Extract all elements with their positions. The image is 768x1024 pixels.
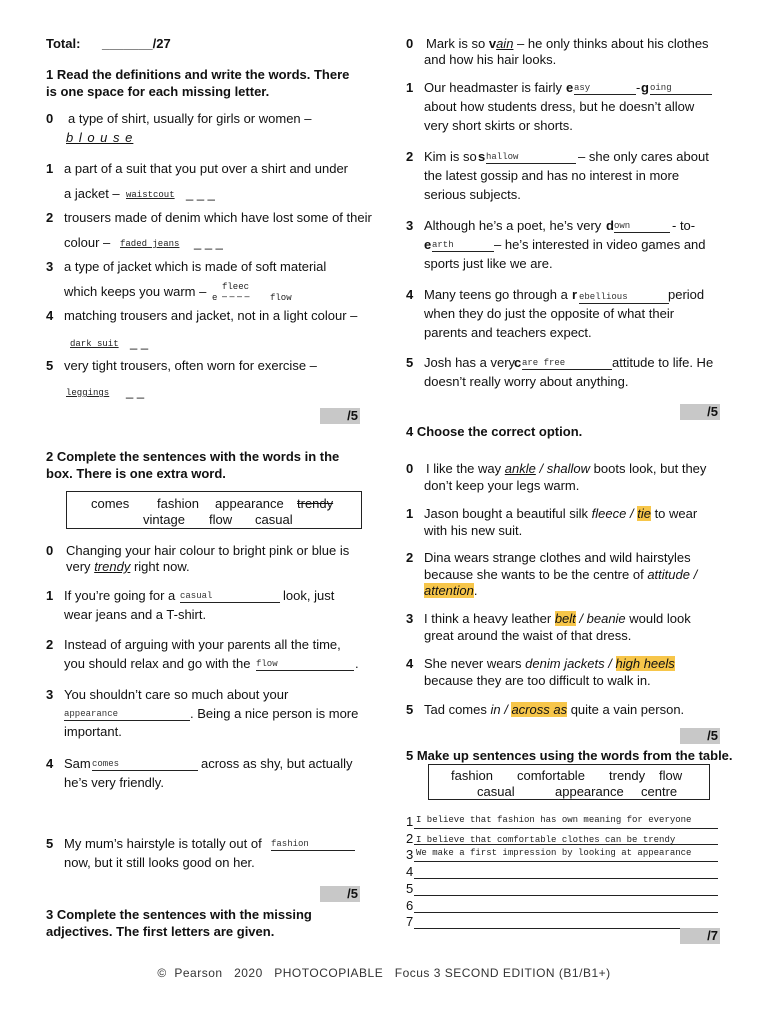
ex5-word-table: fashion comfortable trendy flow casual appearance centre bbox=[428, 764, 710, 800]
footer-copyright: © Pearson 2020 PHOTOCOPIABLE Focus 3 SECOND EDITION (B1/B1+) bbox=[157, 966, 611, 980]
ex3-score: /5 bbox=[680, 404, 720, 420]
ex2-title: 2 Complete the sentences with the words in the box. There is one extra word. bbox=[46, 449, 340, 481]
total-label: Total: _______/27 bbox=[46, 36, 171, 51]
ex5-score: /7 bbox=[680, 928, 720, 944]
ex1-title: 1 Read the definitions and write the words. There is one space for each missing letter. bbox=[46, 67, 350, 99]
ex2-score: /5 bbox=[320, 886, 360, 902]
ex1-score: /5 bbox=[320, 408, 360, 424]
ex4-title: 4 Choose the correct option. bbox=[406, 424, 583, 439]
ex4-score: /5 bbox=[680, 728, 720, 744]
ex5-title: 5 Make up sentences using the words from the table. bbox=[406, 748, 733, 763]
ex2-word-box: comes fashion appearance trendy vintage flow casual bbox=[66, 491, 362, 529]
ex3-title: 3 Complete the sentences with the missing adjectives. The first letters are given. bbox=[46, 907, 312, 939]
